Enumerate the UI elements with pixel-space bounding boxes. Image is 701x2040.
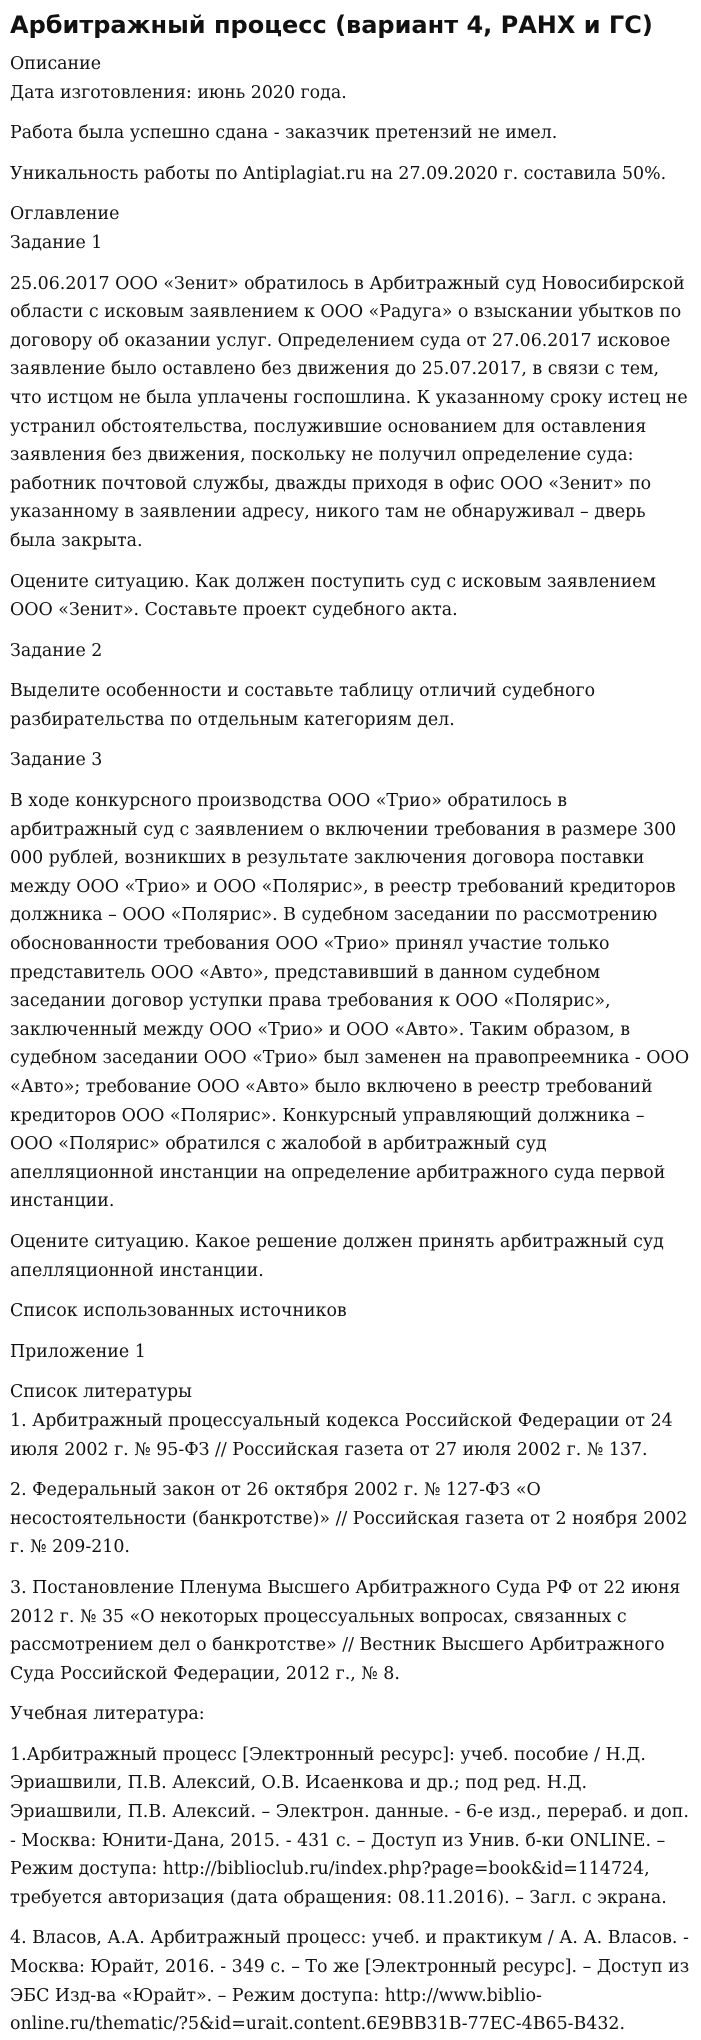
appendix-heading: Приложение 1 xyxy=(10,1341,146,1362)
task2-heading: Задание 2 xyxy=(10,640,103,661)
description-section xyxy=(10,50,691,107)
literature-item: 2. Федеральный закон от 26 октября 2002 г. № 127-ФЗ «О несостоятельности (банкротстве)» // Российская газета от 2 ноября 2002 г. № 209-210. xyxy=(10,1480,688,1558)
task1-question: Оцените ситуацию. Как должен поступить суд с исковым заявлением ООО «Зенит». Составьте проект судебного акта. xyxy=(10,571,656,621)
task3-text: В ходе конкурсного производства ООО «Трио» обратилось в арбитражный суд с заявлением о включении требования в размере 300 000 рублей, возникших в результате заключения договора поставки между ООО «Трио» и ООО «Полярис», в реестр требований кредиторов должника – ООО «Полярис». В судебном заседании по рассмотрению обоснованности требования ООО «Трио» принял участие только представитель ООО «Авто», представивший в данном судебном заседании договор уступки права требования к ООО «Полярис», заключенный между ООО «Трио» и ООО «Авто». Таким образом, в судебном заседании ООО «Трио» был заменен на правопреемника - ООО «Авто»; требование ООО «Авто» было включено в реестр требований кредиторов ООО «Полярис». Конкурсный управляющий должника – ООО «Полярис» обратился с жалобой в арбитражный суд апелляционной инстанции на определение арбитражного суда первой инстанции. xyxy=(10,791,690,1212)
textbooks-heading: Учебная литература: xyxy=(10,1704,205,1725)
textbook-item: 1.Арбитражный процесс [Электронный ресурс]: учеб. пособие / Н.Д. Эриашвили, П.В. Алексий, О.В. Исаенкова и др.; под ред. Н.Д. Эриашвили, П.В. Алексий. – Электрон. данные. - 6-е изд., перераб. и доп. - Москва: Юнити-Дана, 2015. - 431 с. – Доступ из Унив. б-ки ONLINE. – Режим доступа: http://biblioclub.ru/index.php?page=book&id=114724, требуется авторизация (дата обращения: 08.11.2016). – Загл. с экрана. xyxy=(10,1744,689,1908)
task1-heading: Задание 1 xyxy=(10,232,103,253)
status-text: Работа была успешно сдана - заказчик претензий не имел. xyxy=(10,123,558,144)
toc-heading: Оглавление xyxy=(10,204,120,225)
sources-heading: Список использованных источников xyxy=(10,1301,347,1322)
textbook-item: 4. Власов, А.А. Арбитражный процесс: учеб. и практикум / А. А. Власов. - Москва: Юрайт, 2016. - 349 с. – То же [Электронный ресурс]. – Доступ из ЭБС Изд-ва «Юрайт». – Режим доступа: http://www.biblio-online.ru/thematic/?5&id=urait.content.6E9BB31B-77EC-4B65-B432. xyxy=(10,1928,690,2035)
task3-question: Оцените ситуацию. Какое решение должен принять арбитражный суд апелляционной инстанции. xyxy=(10,1231,664,1281)
production-date: Дата изготовления: июнь 2020 года. xyxy=(10,82,347,103)
task2-text: Выделите особенности и составьте таблицу отличий судебного разбирательства по отдельным категориям дел. xyxy=(10,681,596,730)
task3-heading: Задание 3 xyxy=(10,750,103,771)
uniqueness-text: Уникальность работы по Antiplagiat.ru на 27.09.2020 г. составила 50%. xyxy=(10,163,667,184)
literature-item: 1. Арбитражный процессуальный кодекса Российской Федерации от 24 июля 2002 г. № 95-ФЗ // Российская газета от 27 июля 2002 г. № 137. xyxy=(10,1410,673,1460)
description-heading: Описание xyxy=(10,54,102,74)
literature-item: 3. Постановление Пленума Высшего Арбитражного Суда РФ от 22 июня 2012 г. № 35 «О некоторых процессуальных вопросах, связанных с рассмотрением дел о банкротстве» // Вестник Высшего Арбитражного Суда Российской Федерации, 2012 г., № 8. xyxy=(10,1577,681,1684)
literature-section xyxy=(10,1378,691,1464)
page-title: Арбитражный процесс (вариант 4, РАНХ и ГС) xyxy=(10,11,653,39)
task1-text: 25.06.2017 ООО «Зенит» обратилось в Арбитражный суд Новосибирской области с исковым заявлением к ООО «Радуга» о взыскании убытков по договору об оказании услуг. Определением суда от 27.06.2017 исковое заявление было оставлено без движения до 25.07.2017, в связи с тем, что истцом не была уплачены госпошлина. К указанному сроку истец не устранил обстоятельства, послужившие основанием для оставления заявления без движения, поскольку не получил определение суда: работник почтовой службы, дважды приходя в офис ООО «Зенит» по указанному в заявлении адресу, никого там не обнаруживал – дверь была закрыта. xyxy=(10,273,688,551)
literature-heading: Список литературы xyxy=(10,1382,192,1403)
toc-section xyxy=(10,200,691,257)
